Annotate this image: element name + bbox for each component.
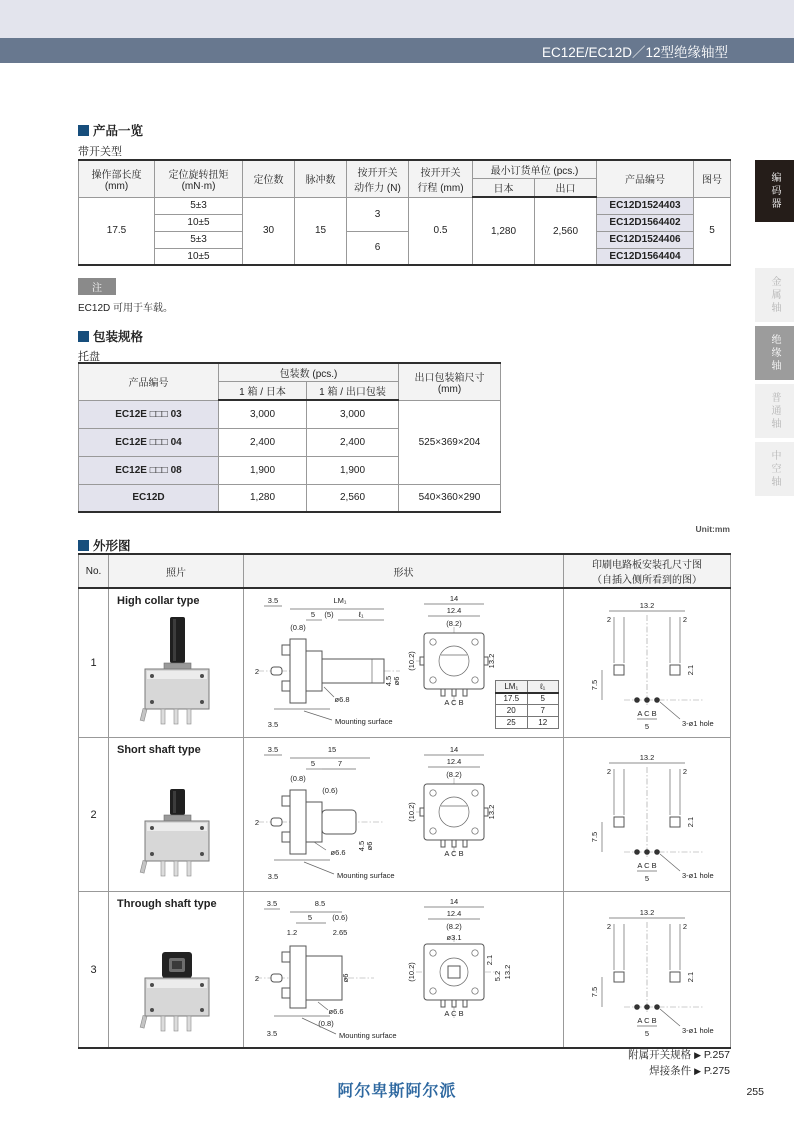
svg-text:2.1: 2.1 [686,664,695,676]
svg-text:12.4: 12.4 [446,606,462,615]
svg-text:A C B: A C B [637,860,657,870]
svg-text:14: 14 [449,745,459,754]
section-outline [78,524,730,554]
cell-shape [244,588,564,738]
cell-box-size: 540×360×290 [399,484,501,512]
pcb-hole-drawing [564,896,731,1041]
svg-text:(10.2): (10.2) [407,962,416,982]
svg-text:13.2: 13.2 [487,653,496,669]
svg-text:12.4: 12.4 [446,909,462,918]
col-header-torque: 定位旋转扭矩 (mN·m) [155,160,243,197]
cell-torque: 10±5 [155,214,243,231]
subtitle-with-switch: 带开关型 [78,146,122,158]
svg-text:(0.6): (0.6) [332,913,348,922]
svg-text:13.2: 13.2 [503,964,512,980]
cell-travel: 0.5 [409,197,473,265]
cell-no: 1 [79,588,109,738]
svg-text:ø6: ø6 [341,973,350,983]
svg-text:(0.8): (0.8) [290,623,306,632]
svg-text:4.5: 4.5 [357,840,366,852]
outline-row-high-collar [79,588,731,738]
svg-text:ø6.6: ø6.6 [328,1007,344,1016]
section-title: 外形图 [93,539,131,553]
cell-pcb [564,738,731,892]
svg-text:2.65: 2.65 [332,928,348,937]
svg-text:3.5: 3.5 [266,1029,278,1038]
side-front-drawing [244,738,564,888]
link-soldering-conditions[interactable]: 焊接条件 ▶ P.275 [649,1065,730,1077]
svg-text:5: 5 [644,873,650,883]
edge-tab-metal-shaft[interactable]: 金属轴 [755,268,794,322]
svg-text:A C B: A C B [444,849,464,858]
svg-text:Mounting surface: Mounting surface [335,717,393,726]
cell-box-size: 525×369×204 [399,400,501,484]
cell-qty-export: 2,560 [307,484,399,512]
col-header-moq: 最小订货单位 (pcs.) [473,160,597,179]
svg-text:2: 2 [254,818,260,827]
col-header-qty: 包装数 (pcs.) [219,363,399,382]
svg-text:3.5: 3.5 [267,872,279,881]
cell-part-number: EC12D1524403 [597,197,694,214]
cell-qty-japan: 1,900 [219,456,307,484]
svg-text:2: 2 [682,921,688,931]
svg-text:3.5: 3.5 [266,899,278,908]
cell-photo [109,588,244,738]
outline-row-through-shaft [79,892,731,1049]
cell-length: 17.5 [79,197,155,265]
cell-part-number: EC12D1564404 [597,248,694,265]
side-front-drawing [244,892,564,1044]
col-header-box-size: 出口包装箱尺寸 (mm) [399,363,501,400]
col-header-length: 操作部长度 (mm) [79,160,155,197]
unit-note: Unit:mm [695,524,730,534]
svg-text:ø3.1: ø3.1 [446,933,462,942]
col-header-shape: 形状 [244,554,564,588]
top-strip [0,0,794,38]
svg-text:A C B: A C B [637,1015,657,1025]
col-header-japan: 日本 [473,179,535,198]
svg-text:14: 14 [449,897,459,906]
svg-text:2.1: 2.1 [686,971,695,982]
svg-text:5: 5 [310,759,316,768]
svg-text:4.5: 4.5 [384,675,393,687]
col-header-pcb: 印刷电路板安装孔尺寸图 （自插入侧所看到的图） [564,554,731,588]
svg-text:12.4: 12.4 [446,757,462,766]
svg-text:(10.2): (10.2) [407,651,416,671]
col-header-box-japan: 1 箱 / 日本 [219,382,307,401]
section-marker [78,125,89,136]
svg-text:(0.6): (0.6) [322,786,338,795]
svg-text:5.2: 5.2 [493,970,502,982]
cell-pcb [564,892,731,1049]
cell-moq-export: 2,560 [535,197,597,265]
cell-qty-japan: 3,000 [219,400,307,428]
cell-part-number: EC12D1524406 [597,231,694,248]
col-header-detent: 定位数 [243,160,295,197]
table-row [79,400,501,428]
cell-part-number: EC12E □□□ 04 [79,428,219,456]
cell-qty-export: 3,000 [307,400,399,428]
product-photo-through-shaft [128,920,224,1038]
table-row [79,231,731,248]
product-table [78,159,731,266]
svg-text:(5): (5) [324,610,334,619]
cell-qty-export: 1,900 [307,456,399,484]
svg-text:2.1: 2.1 [485,954,494,966]
svg-text:7.5: 7.5 [590,831,599,842]
link-switch-spec[interactable]: 附属开关规格 ▶ P.257 [628,1049,730,1061]
svg-text:13.2: 13.2 [639,601,655,610]
svg-text:1.2: 1.2 [286,928,298,937]
svg-text:5: 5 [307,913,313,922]
type-label: Through shaft type [117,898,217,910]
col-header-no: No. [79,554,109,588]
cell-no: 3 [79,892,109,1049]
svg-text:ø6.6: ø6.6 [330,848,346,857]
svg-text:2: 2 [682,615,688,624]
col-header-fig: 图号 [694,160,731,197]
cell-qty-japan: 1,280 [219,484,307,512]
product-photo-high-collar [128,613,224,731]
edge-tab-encoder[interactable]: 编码器 [755,160,794,222]
col-header-part: 产品编号 [597,160,694,197]
svg-text:ø6: ø6 [392,676,401,686]
pcb-hole-drawing [564,589,731,734]
svg-text:A C B: A C B [444,1009,464,1018]
svg-text:7: 7 [337,759,343,768]
outline-table [78,553,731,1049]
page-banner [0,38,794,63]
svg-text:3-ø1 hole: 3-ø1 hole [682,1025,714,1035]
svg-text:2: 2 [606,615,612,624]
col-header-export: 出口 [535,179,597,198]
cell-fig: 5 [694,197,731,265]
cell-pulse: 15 [295,197,347,265]
arrow-icon: ▶ [694,1050,701,1060]
cell-no: 2 [79,738,109,892]
footer-cross-references [628,1047,730,1079]
svg-text:7.5: 7.5 [590,679,599,691]
svg-text:13.2: 13.2 [639,752,655,762]
section-marker [78,331,89,342]
subtitle-tray: 托盘 [78,351,100,363]
edge-tab-hollow-shaft[interactable]: 中空轴 [755,442,794,496]
section-title: 产品一览 [93,124,144,138]
cell-shape [244,892,564,1049]
outline-row-short-shaft [79,738,731,892]
section-marker [78,540,89,551]
svg-text:7.5: 7.5 [590,986,599,997]
svg-text:(0.8): (0.8) [318,1019,334,1028]
cell-force: 3 [347,197,409,231]
page-number: 255 [746,1086,764,1098]
cell-torque: 5±3 [155,197,243,214]
note-block [78,278,730,314]
svg-text:Mounting surface: Mounting surface [337,871,395,880]
table-row [79,197,731,214]
cell-pcb [564,588,731,738]
svg-text:8.5: 8.5 [314,899,326,908]
cell-force: 6 [347,231,409,265]
edge-tab-insulated-shaft[interactable]: 绝缘轴 [755,326,794,380]
cell-part-number: EC12E □□□ 03 [79,400,219,428]
edge-tab-plain-shaft[interactable]: 普通轴 [755,384,794,438]
brand-logo: 阿尔卑斯阿尔派 [337,1083,457,1100]
svg-text:3-ø1 hole: 3-ø1 hole [682,870,714,880]
packaging-table [78,362,501,513]
col-header-photo: 照片 [109,554,244,588]
cell-part-number: EC12D1564402 [597,214,694,231]
svg-text:(8.2): (8.2) [446,922,462,931]
svg-text:ø6: ø6 [365,841,374,851]
svg-text:ℓ₁: ℓ₁ [358,610,364,619]
arrow-icon: ▶ [694,1066,701,1076]
svg-text:2: 2 [254,974,260,983]
col-header-part: 产品编号 [79,363,219,400]
section-product-list [78,121,730,139]
section-packaging [78,327,730,345]
svg-text:5: 5 [644,1028,650,1038]
col-header-travel: 按开开关 行程 (mm) [409,160,473,197]
pcb-hole-drawing [564,741,731,886]
col-header-pulse: 脉冲数 [295,160,347,197]
cell-photo [109,738,244,892]
svg-text:2: 2 [254,667,260,676]
cell-qty-export: 2,400 [307,428,399,456]
banner-title: EC12E/EC12D／12型绝缘轴型 [541,44,728,60]
note-badge: 注 [78,278,116,295]
svg-text:2.1: 2.1 [686,816,695,827]
note-text: EC12D 可用于车载。 [78,303,174,314]
svg-text:15: 15 [327,745,337,754]
product-photo-short-shaft [128,765,224,883]
cell-detent: 30 [243,197,295,265]
svg-text:(10.2): (10.2) [407,802,416,822]
lm-length-table: LM₁ ℓ₁ 17.5 5 20 7 25 12 [495,680,559,729]
type-label: Short shaft type [117,744,201,756]
svg-text:3.5: 3.5 [267,596,279,605]
svg-text:2: 2 [606,766,612,776]
svg-text:2: 2 [682,766,688,776]
svg-text:2: 2 [606,921,612,931]
svg-text:14: 14 [449,594,459,603]
section-title: 包装规格 [93,330,144,344]
svg-text:3.5: 3.5 [267,745,279,754]
cell-photo [109,892,244,1049]
svg-text:LM₁: LM₁ [333,596,347,605]
svg-text:3-ø1 hole: 3-ø1 hole [682,719,714,728]
svg-text:Mounting surface: Mounting surface [339,1031,397,1040]
table-row [79,484,501,512]
cell-shape [244,738,564,892]
svg-text:(8.2): (8.2) [446,619,462,628]
svg-text:A C B: A C B [637,709,657,718]
cell-moq-japan: 1,280 [473,197,535,265]
svg-text:A C B: A C B [444,698,464,707]
svg-text:(8.2): (8.2) [446,770,462,779]
cell-torque: 10±5 [155,248,243,265]
svg-text:(0.8): (0.8) [290,774,306,783]
cell-qty-japan: 2,400 [219,428,307,456]
type-label: High collar type [117,595,200,607]
svg-text:ø6.8: ø6.8 [334,695,350,704]
cell-torque: 5±3 [155,231,243,248]
svg-text:13.2: 13.2 [639,907,655,917]
svg-text:5: 5 [310,610,316,619]
cell-part-number: EC12D [79,484,219,512]
col-header-force: 按开开关 动作力 (N) [347,160,409,197]
svg-text:5: 5 [644,722,650,731]
svg-text:13.2: 13.2 [487,804,496,820]
cell-part-number: EC12E □□□ 08 [79,456,219,484]
col-header-box-export: 1 箱 / 出口包装 [307,382,399,401]
svg-text:3.5: 3.5 [267,720,279,729]
